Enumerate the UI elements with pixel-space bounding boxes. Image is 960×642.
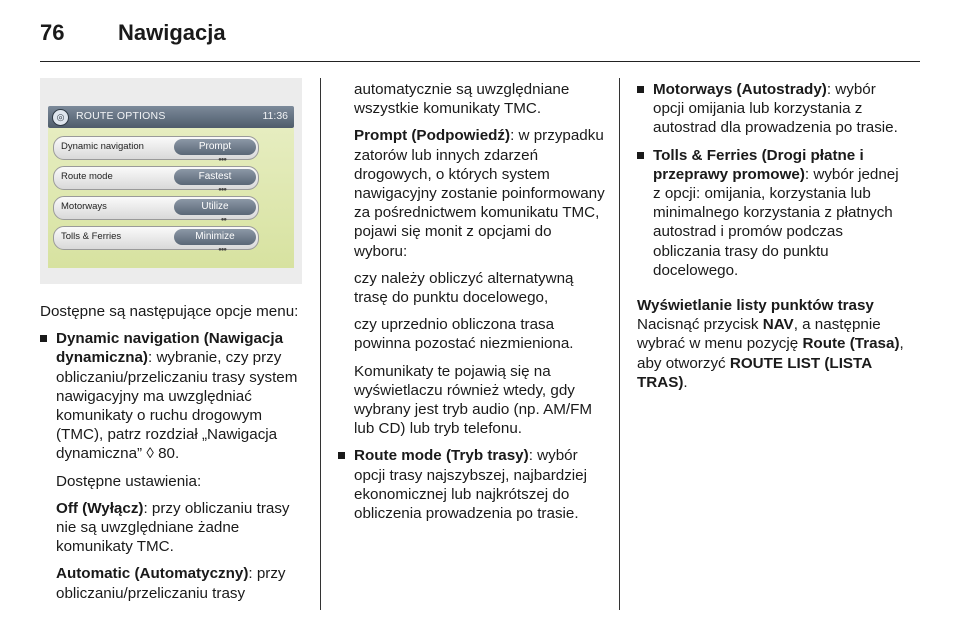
page-reference-number: 80. [153, 445, 180, 463]
dots-icon: ●●● [218, 187, 226, 193]
prompt-option-2: czy uprzednio obliczona trasa powinna pozostać niezmieniona. [354, 316, 574, 353]
automatic-continued: automatycznie są uwzględniane wszystkie komunikaty TMC. [354, 81, 570, 118]
list-item-route-mode [338, 446, 608, 523]
item-title: Motorways (Autostrady) [653, 81, 827, 98]
screen-row-label: Tolls & Ferries [61, 231, 122, 242]
dots-icon: ●● [220, 217, 226, 223]
header-rule [40, 61, 920, 62]
setting-prompt: Prompt (Podpowiedź): w przypadku zatorów lub innych zdarzeń drogowych, o których system nawigacyjny zostanie poinformowany za pośrednictwem komunikatu TMC, pojawi się monit z opcjami do wyboru: [354, 127, 605, 260]
list-item-tolls-ferries [637, 146, 909, 280]
screen-row-value: Prompt [174, 139, 256, 155]
page-header [40, 12, 920, 52]
prompt-option-1: czy należy obliczyć alternatywną trasę do punktu docelowego, [354, 269, 574, 307]
bullet-square-icon [637, 152, 644, 159]
setting-automatic: Automatic (Automatyczny): przy obliczaniu/przeliczaniu trasy [56, 565, 286, 602]
page-number: 76 [40, 20, 65, 45]
screen-row-tolls-ferries [53, 226, 259, 253]
page-reference-icon: ◊ [146, 445, 154, 463]
list-item-dynamic-navigation [40, 329, 308, 463]
screen-row-label: Route mode [61, 171, 113, 182]
screen-clock: 11:36 [262, 110, 288, 122]
screen-row-label: Motorways [61, 201, 107, 212]
item-text: : wybór jednej z opcji: omijania, korzystania lub minimalnego korzystania z płatnych autostrad i promów podczas obliczania trasy do punktu docelowego. [653, 165, 899, 279]
screen-row-motorways [53, 196, 259, 223]
column-divider-1 [320, 78, 321, 610]
item-title: Tolls & Ferries (Drogi płatne i przeprawy promowe) [653, 146, 864, 183]
bullet-square-icon [40, 335, 47, 342]
bullet-square-icon [637, 86, 644, 93]
page-title: Nawigacja [118, 20, 226, 45]
screen-row-value: Fastest [174, 169, 256, 185]
screen-row-value: Minimize [174, 229, 256, 245]
screen-row-dynamic-navigation [53, 136, 259, 163]
prompt-note: Komunikaty te pojawią się na wyświetlaczu również wtedy, gdy wybrany jest tryb audio (np. AM/FM lub CD) lub tryb telefonu. [354, 362, 593, 438]
list-item-motorways [637, 80, 909, 138]
screen-row-label: Dynamic navigation [61, 141, 144, 152]
brand-logo-icon: ◎ [52, 109, 69, 126]
item-text: : wybór opcji trasy najszybszej, najbardziej ekonomicznej lub najkrótszej do obliczenia prowadzenia po trasie. [354, 447, 587, 523]
route-list-instructions: Nacisnąć przycisk NAV, a następnie wybrać w menu pozycję Route (Trasa), aby otworzyć ROUTE LIST (LISTA TRAS). [637, 316, 904, 391]
screen-row-value: Utilize [174, 199, 256, 215]
section-heading: Wyświetlanie listy punktów trasy [637, 297, 874, 315]
item-text: : wybór opcji omijania lub korzystania z autostrad dla prowadzenia po trasie. [653, 81, 898, 137]
screen-title-bar [48, 106, 294, 128]
setting-off: Off (Wyłącz): przy obliczaniu trasy nie są uwzględniane żadne komunikaty TMC. [56, 499, 290, 556]
screen-panel [48, 128, 294, 268]
item-text: : wybranie, czy przy obliczaniu/przeliczaniu trasy system nawigacyjny ma uwzględniać komunikaty o ruchu drogowym (TMC), patrz rozdział „Nawigacja dynamiczna” [56, 349, 298, 463]
column-divider-2 [619, 78, 620, 610]
column-1 [40, 302, 308, 611]
item-title: Dynamic navigation (Nawigacja dynamiczna) [56, 330, 284, 367]
item-title: Route mode (Tryb trasy) [354, 447, 529, 465]
dots-icon: ●●● [218, 157, 226, 163]
intro-text: Dostępne są następujące opcje menu: [40, 303, 299, 320]
route-options-screen [40, 78, 302, 284]
column-2 [338, 80, 608, 531]
settings-intro: Dostępne ustawienia: [56, 472, 202, 490]
column-3 [637, 80, 909, 400]
bullet-square-icon [338, 452, 345, 459]
screen-title: ROUTE OPTIONS [76, 110, 166, 122]
dots-icon: ●●● [218, 247, 226, 253]
screen-row-route-mode [53, 166, 259, 193]
